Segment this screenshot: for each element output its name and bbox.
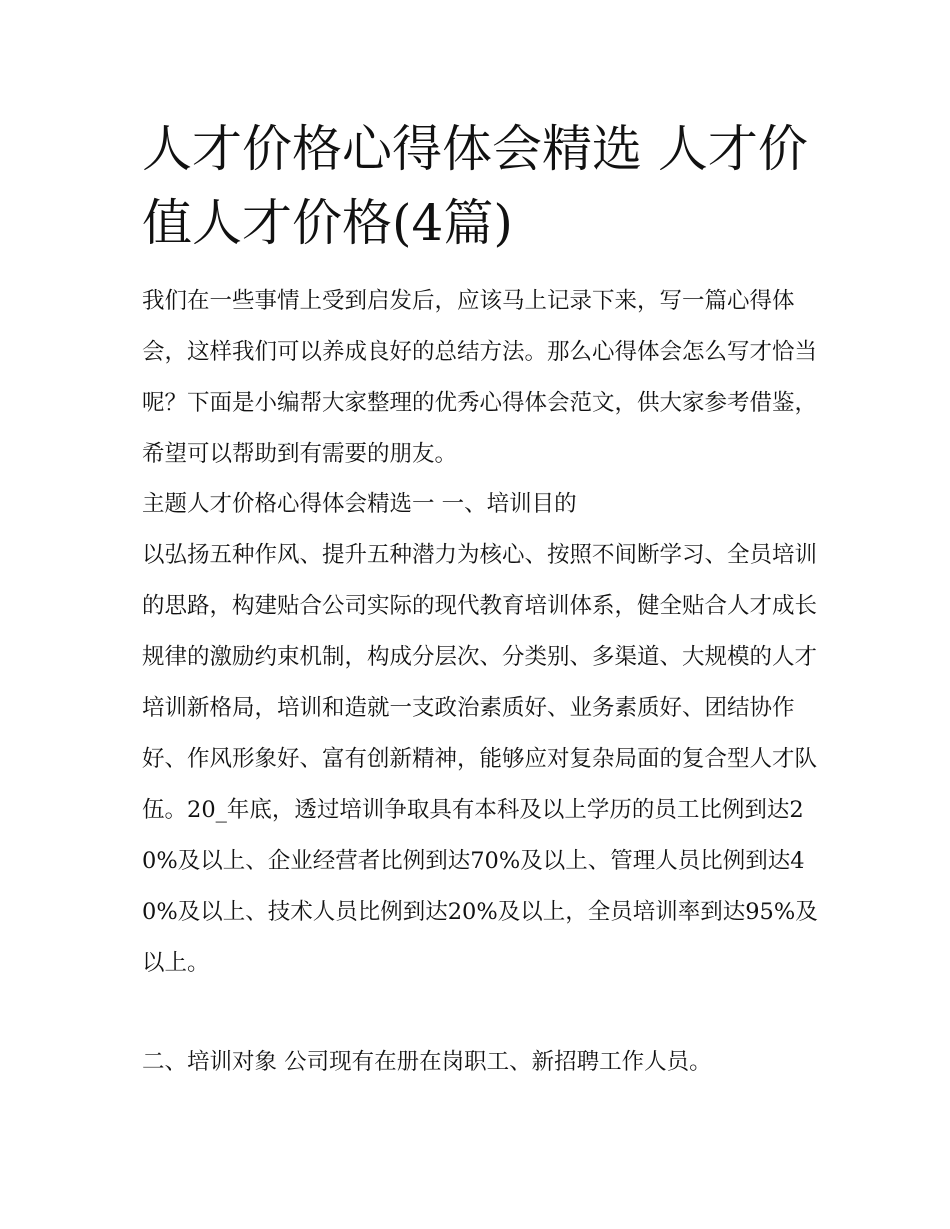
intro-paragraph: 我们在一些事情上受到启发后，应该马上记录下来，写一篇心得体会，这样我们可以养成良好的总结方法。那么心得体会怎么写才恰当呢？下面是小编帮大家整理的优秀心得体会范文，供大家参考借鉴，希望可以帮助到有需要的朋友。 xyxy=(142,288,818,467)
section-heading-one: 主题人才价格心得体会精选一 一、培训目的 xyxy=(142,491,577,517)
section-heading-two: 二、培训对象 公司现有在册在岗职工、新招聘工作人员。 xyxy=(142,1049,712,1075)
document-title: 人才价格心得体会精选 人才价值人才价格(4篇) xyxy=(142,120,808,252)
section-paragraph-one: 以弘扬五种作风、提升五种潜力为核心、按照不间断学习、全员培训的思路，构建贴合公司实际的现代教育培训体系，健全贴合人才成长规律的激励约束机制，构成分层次、分类别、多渠道、大规模的人才培训新格局，培训和造就一支政治素质好、业务素质好、团结协作好、作风形象好、富有创新精神，能够应对复杂局面的复合型人才队伍。20_年底，透过培训争取具有本科及以上学历的员工比例到达20%及以上、企业经营者比例到达70%及以上、管理人员比例到达40%及以上、技术人员比例到达20%及以上，全员培训率到达95%及以上。 xyxy=(142,542,818,976)
